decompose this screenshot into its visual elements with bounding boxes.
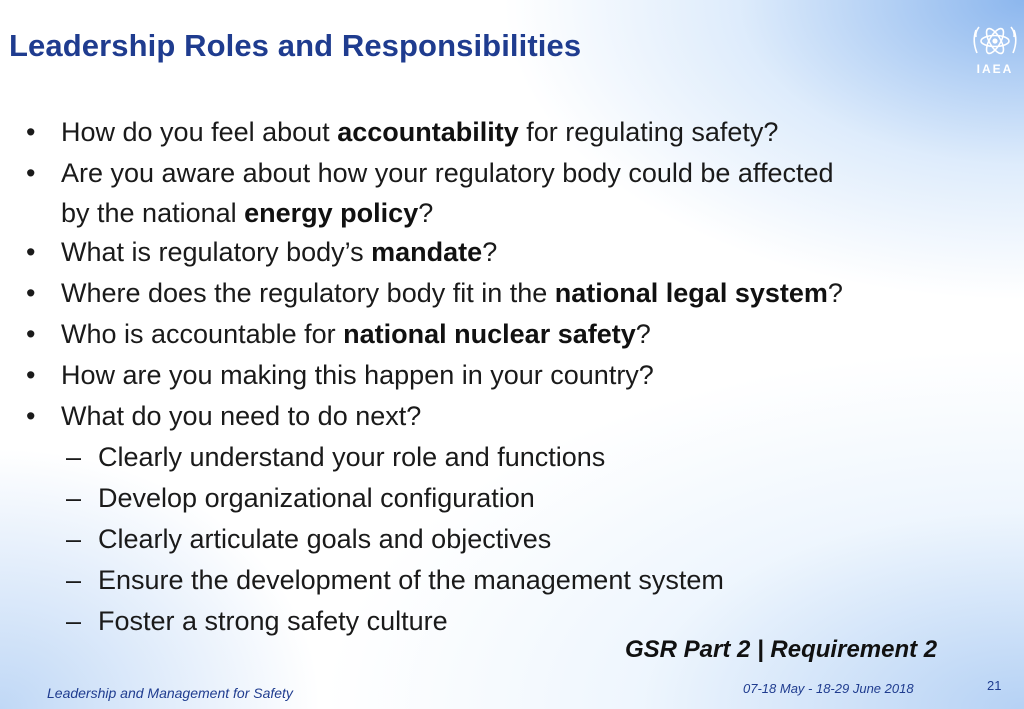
dash-marker: – [66,524,82,554]
sub-item [24,437,1004,478]
bullet-marker: • [26,278,36,308]
bullet-marker: • [26,117,36,147]
sub-item-text: Ensure the development of the management system [98,565,724,595]
bullet-text: What do you need to do next? [61,401,422,431]
bullet-marker: • [26,319,36,349]
bullet-continuation [61,194,1004,232]
bullet-emphasis: national legal system [554,278,828,308]
dash-marker: – [66,606,82,636]
slide-title: Leadership Roles and Responsibilities [9,28,582,63]
bullet-list [24,112,1004,642]
footer-course-title: Leadership and Management for Safety [47,685,293,701]
bullet-text: How do you feel about [61,117,338,147]
bullet-text: ? [827,278,843,308]
bullet-text: ? [635,319,651,349]
sub-item-text: Clearly understand your role and functions [98,442,606,472]
dash-marker: – [66,565,82,595]
bullet-text: for regulating safety? [518,117,779,147]
sub-item-text: Foster a strong safety culture [98,606,448,636]
bullet-text: by the national [61,198,245,228]
bullet-item [24,232,1004,273]
bullet-emphasis: national nuclear safety [343,319,636,349]
atom-icon [968,22,1022,64]
bullet-item [24,273,1004,314]
logo-text: IAEA [976,62,1014,76]
bullet-text: Are you aware about how your regulatory body could be affected [61,158,834,188]
bullet-marker: • [26,360,36,390]
sub-item [24,560,1004,601]
bullet-text: Where does the regulatory body fit in the [61,278,555,308]
sub-item-text: Develop organizational configuration [98,483,535,513]
dash-marker: – [66,442,82,472]
bullet-item [24,355,1004,396]
bullet-text: What is regulatory body’s [61,237,372,267]
requirement-reference: GSR Part 2 | Requirement 2 [625,636,938,663]
bullet-emphasis: mandate [371,237,483,267]
bullet-item [24,153,1004,232]
bullet-marker: • [26,158,36,188]
bullet-emphasis: accountability [337,117,519,147]
bullet-text: ? [418,198,434,228]
page-number: 21 [987,678,1002,693]
dash-marker: – [66,483,82,513]
bullet-emphasis: energy policy [244,198,419,228]
sub-item-text: Clearly articulate goals and objectives [98,524,552,554]
sub-item [24,519,1004,560]
bullet-item [24,112,1004,153]
bullet-marker: • [26,401,36,431]
bullet-marker: • [26,237,36,267]
sub-item [24,478,1004,519]
footer-dates: 07-18 May - 18-29 June 2018 [743,681,914,696]
bullet-text: Who is accountable for [61,319,344,349]
bullet-item [24,314,1004,355]
bullet-text: ? [482,237,498,267]
bullet-item [24,396,1004,437]
iaea-logo [968,22,1022,80]
bullet-text: How are you making this happen in your country? [61,360,654,390]
